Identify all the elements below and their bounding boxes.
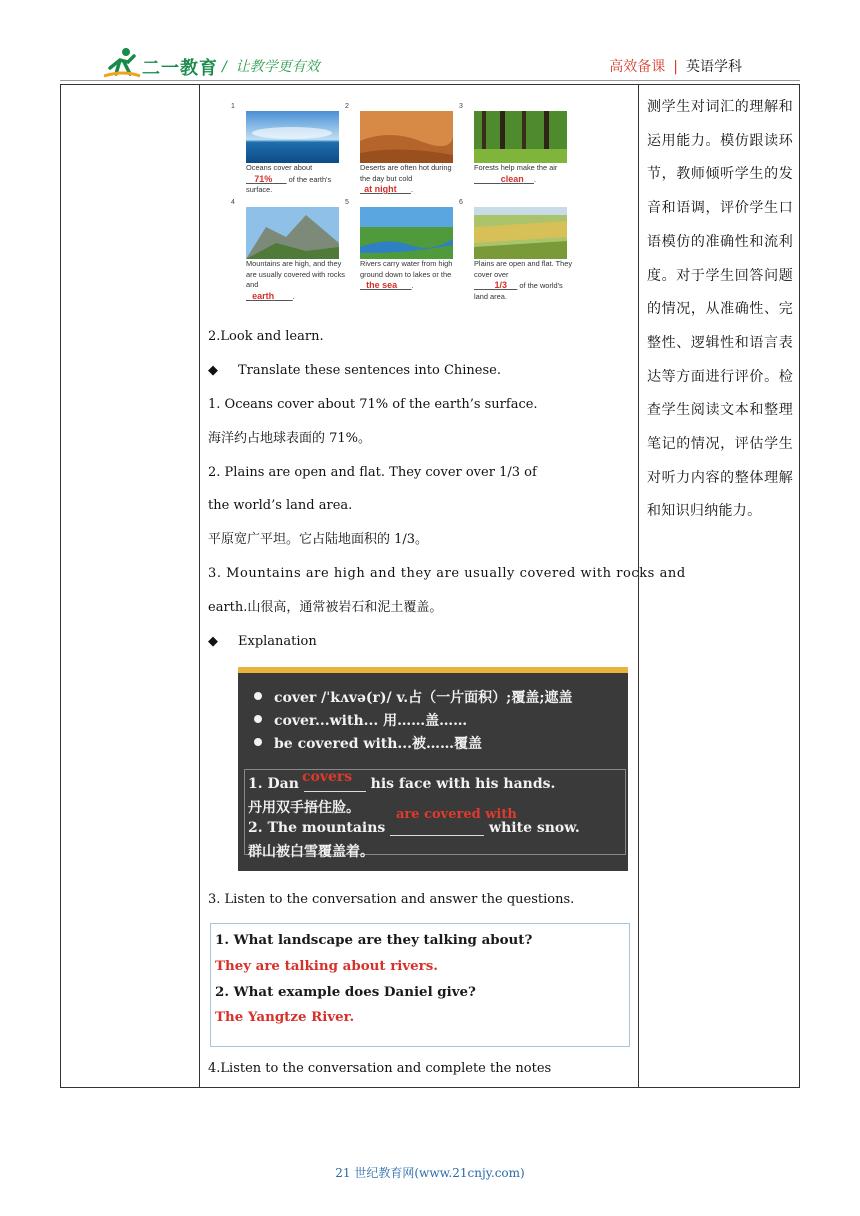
example-1-cn: 丹用双手捂住脸。 <box>248 800 360 816</box>
chalk-text: be covered with...被……覆盖 <box>274 736 483 752</box>
caption-text: Oceans cover about <box>246 163 313 172</box>
photo-number: 1 <box>231 103 235 110</box>
header-slogan: / 让教学更有效 <box>222 59 320 75</box>
desert-photo <box>360 111 453 163</box>
caption-text: Rivers carry water from high ground down to lakes or the <box>360 259 453 279</box>
explanation-chalkboard <box>238 667 628 871</box>
photo-number: 2 <box>345 103 349 110</box>
bullet-text: Explanation <box>238 634 317 649</box>
bullet-dot-icon <box>254 715 262 723</box>
sentence-2-en-b: the world’s land area. <box>208 498 353 513</box>
question-1: 1. What landscape are they talking about? <box>215 932 533 948</box>
header-divider <box>60 80 800 81</box>
photo-caption <box>474 163 574 185</box>
ocean-photo <box>246 111 339 163</box>
chalk-bullet-2 <box>254 710 467 730</box>
caption-answer: 1/3 <box>494 280 508 291</box>
chalk-bullet-1 <box>254 687 572 707</box>
example-text: 1. Dan <box>248 776 299 792</box>
diamond-bullet-icon: ◆ <box>208 363 218 378</box>
sentence-2-en-a: 2. Plains are open and flat. They cover over 1/3 of <box>208 465 537 480</box>
middle-column <box>200 85 686 1088</box>
caption-text-end: . <box>292 291 295 301</box>
caption-answer: 71% <box>254 173 273 184</box>
example-2-cn: 群山被白雪覆盖着。 <box>248 844 374 860</box>
diamond-bullet-icon: ◆ <box>208 634 218 649</box>
chalk-bullet-3 <box>254 733 482 753</box>
caption-text: Deserts are often hot during the day but cold <box>360 163 452 183</box>
example-text: his face with his hands. <box>370 776 556 792</box>
landscape-photos <box>231 103 582 313</box>
page-header <box>0 0 860 80</box>
photo-number: 4 <box>231 199 235 206</box>
section-complete-notes: 4.Listen to the conversation and complete the notes <box>208 1061 552 1076</box>
caption-text-end: . <box>534 174 537 184</box>
caption-answer: earth <box>252 290 275 301</box>
bullet-explanation <box>208 633 317 651</box>
assessment-text: 测学生对词汇的理解和运用能力。模仿跟读环节，教师倾听学生的发音和语调，评价学生口语模仿的准确性和流利度。对于学生回答问题的情况，从准确性、完整性、逻辑性和语言表达等方面进行评价。检查学生阅读文本和整理笔记的情况，评估学生对听力内容的整体理解和知识归纳能力。 <box>647 99 793 520</box>
photo-caption <box>246 163 346 196</box>
photo-caption <box>246 259 346 302</box>
question-2: 2. What example does Daniel give? <box>215 984 476 1000</box>
header-tags <box>609 56 742 76</box>
bullet-text: Translate these sentences into Chinese. <box>238 363 501 378</box>
photo-caption <box>474 259 574 302</box>
lesson-table <box>60 84 800 1088</box>
caption-text: Mountains are high, and they are usually covered with rocks and <box>246 259 345 290</box>
example-text: white snow. <box>489 820 580 836</box>
header-separator: | <box>673 59 678 75</box>
chalk-text: cover /ˈkʌvə(r)/ v.占（一片面积）;覆盖;遮盖 <box>274 690 573 706</box>
section-look-and-learn: 2.Look and learn. <box>208 329 324 344</box>
sentence-1-en: 1. Oceans cover about 71% of the earth’s surface. <box>208 397 538 412</box>
qa-box <box>210 923 630 1047</box>
bullet-dot-icon <box>254 738 262 746</box>
example-2-answer: are covered with <box>396 807 517 822</box>
caption-text: Plains are open and flat. They cover over <box>474 259 573 279</box>
chalkboard-top-bar <box>238 667 628 673</box>
caption-text-end: . <box>411 281 414 291</box>
plain-photo <box>474 207 567 259</box>
caption-answer: clean <box>500 173 524 184</box>
page-footer: 21 世纪教育网(www.21cnjy.com) <box>335 1166 525 1180</box>
caption-text: Forests help make the air <box>474 163 558 172</box>
section-listen-answer: 3. Listen to the conversation and answer the questions. <box>208 892 575 907</box>
example-1 <box>248 775 555 792</box>
photo-number: 5 <box>345 199 349 206</box>
left-column <box>61 85 200 1088</box>
course-label: 高效备课 <box>609 59 666 75</box>
bullet-translate <box>208 362 501 380</box>
sentence-3-en-b: earth.山很高，通常被岩石和泥土覆盖。 <box>208 600 443 615</box>
sentence-1-cn: 海洋约占地球表面的 71%。 <box>208 431 372 446</box>
caption-answer: the sea <box>366 280 398 291</box>
caption-text-end: of the world's land area. <box>474 281 563 301</box>
chalk-text: cover...with... 用……盖…… <box>274 713 468 729</box>
subject-label: 英语学科 <box>686 59 742 75</box>
photo-number: 6 <box>459 199 463 206</box>
bullet-dot-icon <box>254 692 262 700</box>
photo-number: 3 <box>459 103 463 110</box>
photo-caption <box>360 163 460 196</box>
caption-text-end: . <box>410 185 414 195</box>
answer-1: They are talking about rivers. <box>215 958 438 974</box>
sentence-2-cn: 平原宽广平坦。它占陆地面积的 1/3。 <box>208 532 429 547</box>
caption-text-end: of the earth's surface. <box>246 174 332 195</box>
photo-caption <box>360 259 460 292</box>
example-1-answer: covers <box>302 769 353 785</box>
forest-photo <box>474 111 567 163</box>
sentence-3-en-a: 3. Mountains are high and they are usually covered with rocks and <box>208 566 686 581</box>
mountain-photo <box>246 207 339 259</box>
logo-text: 二一教育 <box>142 58 218 78</box>
slogan-text: 让教学更有效 <box>235 59 320 75</box>
example-text: 2. The mountains <box>248 820 386 836</box>
right-column <box>639 85 800 1088</box>
river-photo <box>360 207 453 259</box>
answer-2: The Yangtze River. <box>215 1009 355 1025</box>
caption-answer: at night <box>364 184 397 195</box>
